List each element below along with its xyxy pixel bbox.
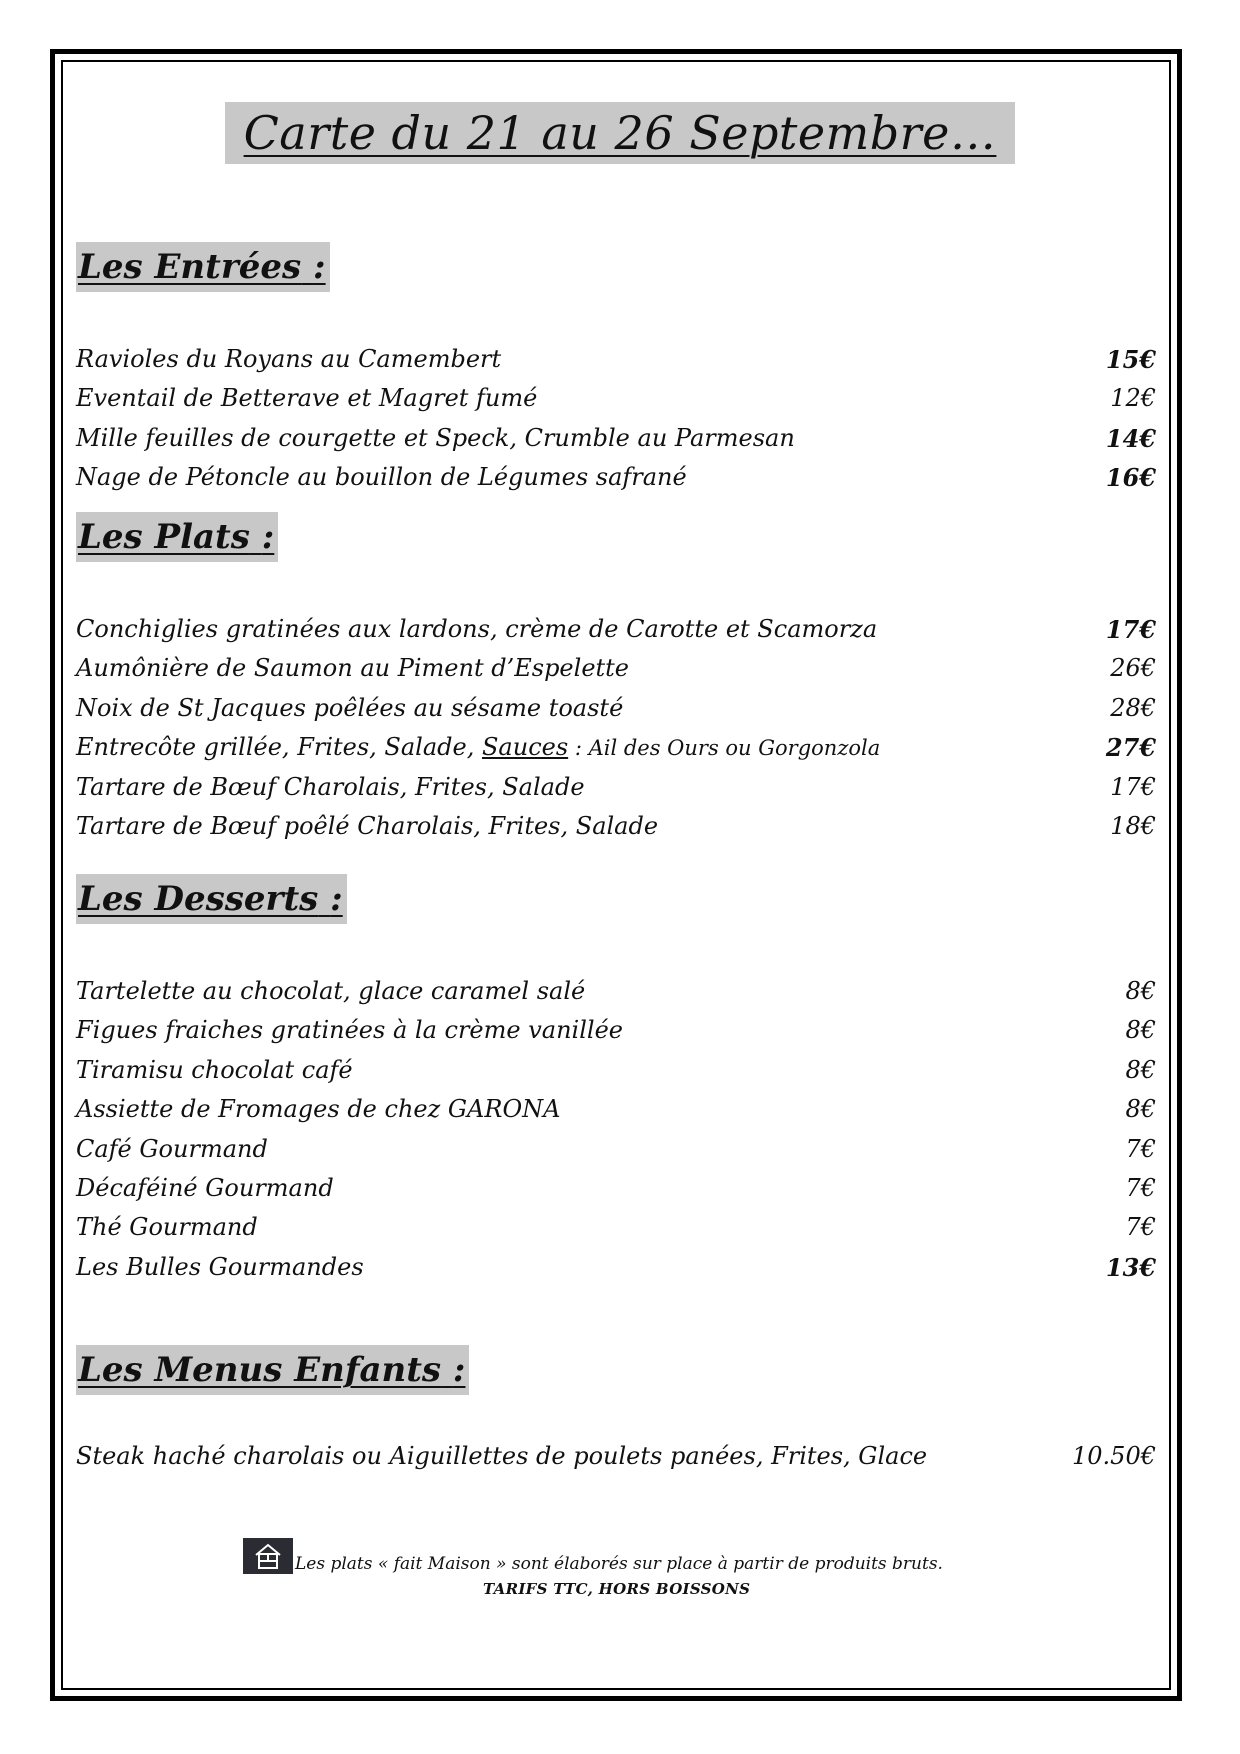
- item-name: Tartare de Bœuf Charolais, Frites, Salade: [76, 772, 585, 801]
- item-price: 8€: [1125, 1095, 1156, 1124]
- menu-item: [76, 1090, 1156, 1129]
- item-name: Noix de St Jacques poêlées au sésame toasté: [76, 693, 624, 722]
- menu-item: [76, 728, 1156, 767]
- item-price: 12€: [1110, 384, 1156, 413]
- item-name: Thé Gourmand: [76, 1213, 258, 1242]
- item-price: 14€: [1105, 423, 1156, 453]
- item-name: Café Gourmand: [76, 1134, 268, 1163]
- item-price: 13€: [1105, 1252, 1156, 1282]
- item-name: Assiette de Fromages de chez GARONA: [76, 1095, 561, 1124]
- item-name: Décaféiné Gourmand: [76, 1173, 334, 1202]
- section-menus-enfants: [76, 1345, 1156, 1476]
- section-heading: Les Entrées :: [76, 242, 330, 292]
- tarifs-note: TARIFS TTC, HORS BOISSONS: [483, 1580, 751, 1598]
- house-icon: [243, 1538, 293, 1574]
- item-price: 17€: [1105, 615, 1156, 644]
- item-name: Tartelette au chocolat, glace caramel salé: [76, 977, 586, 1005]
- menu-item: [76, 972, 1156, 1011]
- menu-item: [76, 458, 1156, 497]
- fait-maison-note: Les plats « fait Maison » sont élaborés sur place à partir de produits bruts.: [295, 1554, 943, 1574]
- section-heading: Les Plats :: [76, 512, 278, 562]
- item-price: 28€: [1110, 693, 1156, 722]
- item-name: Ravioles du Royans au Camembert: [76, 345, 502, 373]
- item-price: 8€: [1125, 1016, 1156, 1045]
- item-price: 7€: [1125, 1173, 1156, 1202]
- menu-item: [76, 1248, 1156, 1287]
- section-desserts: [76, 874, 1156, 1287]
- item-price: 10.50€: [1072, 1442, 1156, 1470]
- section-heading: Les Desserts :: [76, 874, 347, 924]
- item-price: 7€: [1125, 1213, 1156, 1242]
- item-name: Tartare de Bœuf poêlé Charolais, Frites, Salade: [76, 811, 659, 840]
- item-name: Les Bulles Gourmandes: [76, 1252, 364, 1281]
- menu-item: [76, 1130, 1156, 1169]
- item-name: Mille feuilles de courgette et Speck, Crumble au Parmesan: [76, 423, 795, 452]
- section-plats: [76, 512, 1156, 846]
- item-list: [76, 610, 1156, 846]
- item-price: 7€: [1125, 1134, 1156, 1163]
- menu-item: [76, 1011, 1156, 1050]
- item-price: 26€: [1110, 654, 1156, 683]
- item-name: Aumônière de Saumon au Piment d’Espelette: [76, 654, 630, 683]
- menu-item: [76, 419, 1156, 458]
- item-name: Eventail de Betterave et Magret fumé: [76, 384, 538, 413]
- item-name: Nage de Pétoncle au bouillon de Légumes safrané: [76, 463, 687, 492]
- menu-item: [76, 807, 1156, 846]
- item-name: Entrecôte grillée, Frites, Salade, Sauces : Ail des Ours ou Gorgonzola: [76, 733, 881, 762]
- menu-item: [76, 1051, 1156, 1090]
- menu-item: [76, 1208, 1156, 1247]
- menu-item: [76, 379, 1156, 418]
- menu-item: [76, 768, 1156, 807]
- item-name: Figues fraiches gratinées à la crème vanillée: [76, 1016, 623, 1045]
- menu-title: Carte du 21 au 26 Septembre…: [225, 102, 1015, 164]
- section-heading: Les Menus Enfants :: [76, 1345, 469, 1395]
- item-list: [76, 972, 1156, 1287]
- menu-item: [76, 1437, 1156, 1476]
- item-price: 16€: [1105, 463, 1156, 493]
- item-price: 8€: [1125, 1055, 1156, 1084]
- menu-item: [76, 1169, 1156, 1208]
- item-name: Tiramisu chocolat café: [76, 1055, 353, 1084]
- menu-item: [76, 340, 1156, 379]
- item-list: [76, 1437, 1156, 1476]
- sauces-label: Sauces: [481, 733, 569, 762]
- item-price: 27€: [1105, 733, 1156, 763]
- menu-item: [76, 649, 1156, 688]
- item-price: 18€: [1110, 811, 1156, 840]
- item-name: Steak haché charolais ou Aiguillettes de poulets panées, Frites, Glace: [76, 1442, 928, 1470]
- item-price: 17€: [1110, 772, 1156, 801]
- item-price: 8€: [1125, 977, 1156, 1005]
- section-entrees: [76, 242, 1156, 498]
- item-price: 15€: [1105, 345, 1156, 374]
- item-name: Conchiglies gratinées aux lardons, crème de Carotte et Scamorza: [76, 615, 878, 643]
- menu-item: [76, 689, 1156, 728]
- item-list: [76, 340, 1156, 498]
- menu-item: [76, 610, 1156, 649]
